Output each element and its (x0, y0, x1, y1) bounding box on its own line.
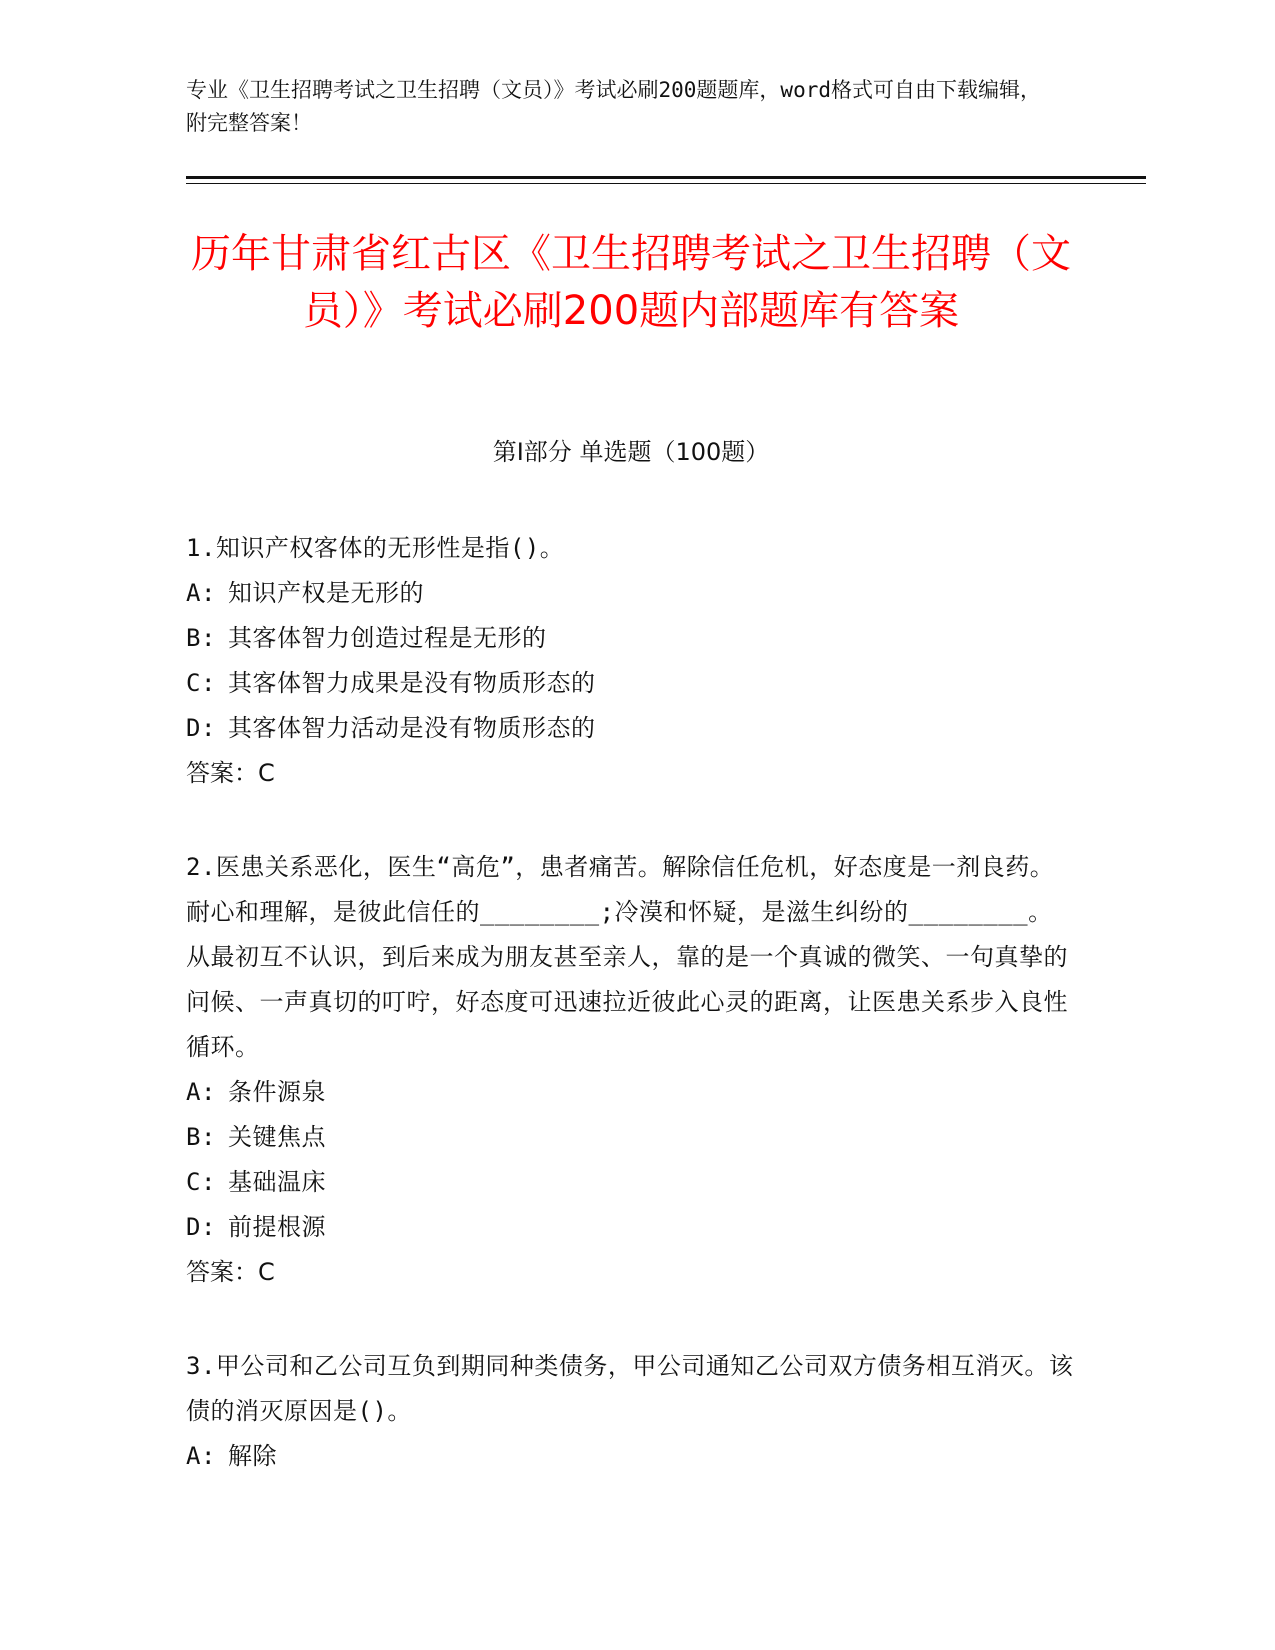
option-text: 其客体智力成果是没有物质形态的 (228, 669, 596, 697)
question-2 (186, 845, 1076, 1295)
option-text: 条件源泉 (228, 1078, 326, 1106)
option-a (186, 1434, 1076, 1479)
question-3 (186, 1344, 1076, 1479)
option-letter: B: (186, 624, 216, 652)
option-text: 其客体智力创造过程是无形的 (228, 624, 547, 652)
option-a (186, 571, 1076, 616)
option-d (186, 706, 1076, 751)
option-letter: C: (186, 1168, 216, 1196)
question-stem: 1.知识产权客体的无形性是指()。 (186, 534, 565, 562)
option-text: 基础温床 (228, 1168, 326, 1196)
option-letter: D: (186, 1213, 216, 1241)
question-stem: 3.甲公司和乙公司互负到期同种类债务，甲公司通知乙公司双方债务相互消灭。该债的消灭原因是()。 (186, 1352, 1074, 1425)
header-divider-thin (186, 183, 1146, 184)
option-text: 解除 (228, 1442, 277, 1470)
option-text: 知识产权是无形的 (228, 579, 424, 607)
answer-line: 答案：C (186, 759, 275, 787)
option-letter: A: (186, 1078, 216, 1106)
question-1 (186, 526, 1076, 796)
option-text: 前提根源 (228, 1213, 326, 1241)
option-c (186, 1160, 1076, 1205)
option-letter: A: (186, 1442, 216, 1470)
option-d (186, 1205, 1076, 1250)
option-letter: B: (186, 1123, 216, 1151)
option-a (186, 1070, 1076, 1115)
option-letter: A: (186, 579, 216, 607)
header-divider-thick (186, 176, 1146, 179)
option-c (186, 661, 1076, 706)
option-text: 关键焦点 (228, 1123, 326, 1151)
option-letter: C: (186, 669, 216, 697)
section-heading: 第I部分 单选题（100题） (492, 438, 770, 466)
question-stem: 2.医患关系恶化，医生“高危”，患者痛苦。解除信任危机，好态度是一剂良药。耐心和理解，是彼此信任的________;冷漠和怀疑，是滋生纠纷的________。从最初互不认识，到后来成为朋友甚至亲人，靠的是一个真诚的微笑、一句真挚的问候、一声真切的叮咛，好态度可迅速拉近彼此心灵的距离，让医患关系步入良性循环。 (186, 853, 1068, 1061)
document-title: 历年甘肃省红古区《卫生招聘考试之卫生招聘（文员）》考试必刷200题内部题库有答案 (191, 231, 1071, 334)
option-letter: D: (186, 714, 216, 742)
option-text: 其客体智力活动是没有物质形态的 (228, 714, 596, 742)
header-note: 专业《卫生招聘考试之卫生招聘（文员）》考试必刷200题题库，word格式可自由下载编辑，附完整答案！ (186, 78, 1041, 135)
option-b (186, 616, 1076, 661)
question-list (186, 526, 1076, 1528)
answer-line: 答案：C (186, 1258, 275, 1286)
option-b (186, 1115, 1076, 1160)
